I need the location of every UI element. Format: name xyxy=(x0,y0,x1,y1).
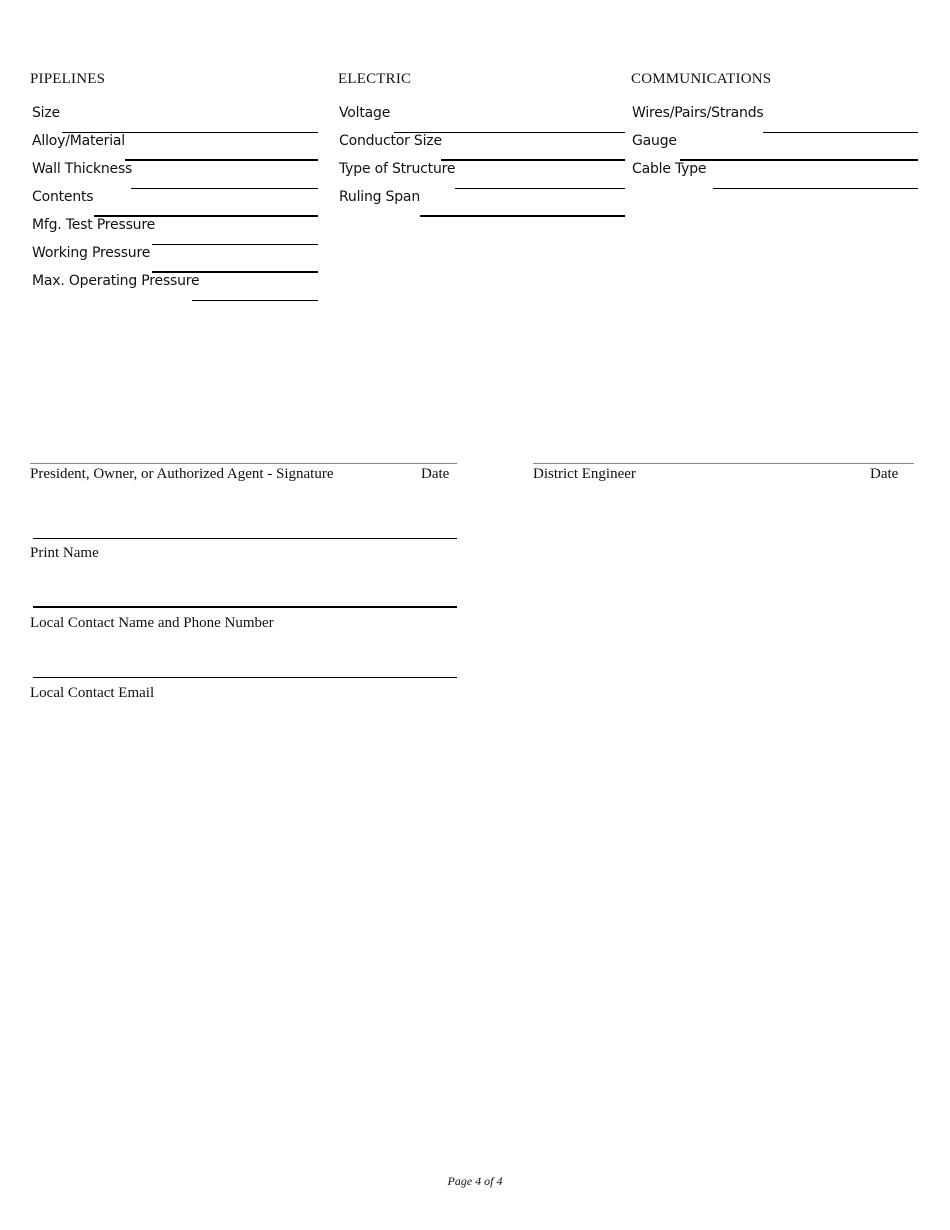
field-label: Working Pressure xyxy=(32,245,151,261)
local-contact-label: Local Contact Name and Phone Number xyxy=(30,615,274,631)
print-name-label: Print Name xyxy=(30,545,99,561)
field-label: Gauge xyxy=(632,133,677,149)
engineer-label: District Engineer xyxy=(533,466,636,482)
pipelines-field-mfg-test-pressure xyxy=(30,215,318,243)
pipelines-field-size xyxy=(30,103,318,131)
electric-field-type-of-structure xyxy=(337,159,625,187)
pipelines-field-max-operating-pressure xyxy=(30,271,318,299)
applicant-date-label: Date xyxy=(421,466,450,482)
field-label: Voltage xyxy=(339,105,391,121)
communications-heading: COMMUNICATIONS xyxy=(631,71,772,87)
communications-field-gauge xyxy=(630,131,918,159)
engineer-signature-line[interactable] xyxy=(533,463,914,464)
field-label: Type of Structure xyxy=(339,161,456,177)
pipelines-fields xyxy=(30,103,318,299)
electric-field-ruling-span xyxy=(337,187,625,215)
pipelines-field-contents xyxy=(30,187,318,215)
field-label: Mfg. Test Pressure xyxy=(32,217,155,233)
communications-fields xyxy=(630,103,918,187)
page-number: Page 4 of 4 xyxy=(447,1174,503,1188)
pipelines-field-working-pressure xyxy=(30,243,318,271)
applicant-signature-label: President, Owner, or Authorized Agent - Signature xyxy=(30,466,334,482)
electric-field-voltage xyxy=(337,103,625,131)
electric-heading: ELECTRIC xyxy=(338,71,412,87)
local-contact-email-label: Local Contact Email xyxy=(30,685,155,701)
field-label: Contents xyxy=(32,189,94,205)
communications-field-cable-type xyxy=(630,159,918,187)
field-label: Wires/Pairs/Strands xyxy=(632,105,764,121)
field-label: Ruling Span xyxy=(339,189,420,205)
pipelines-heading: PIPELINES xyxy=(30,71,106,87)
local-contact-email-line[interactable] xyxy=(33,677,457,678)
field-label: Wall Thickness xyxy=(32,161,133,177)
ruling-span-input[interactable] xyxy=(420,215,625,217)
applicant-signature-line[interactable] xyxy=(30,463,457,464)
communications-field-wires-pairs-strands xyxy=(630,103,918,131)
cable-type-input[interactable] xyxy=(713,188,918,189)
electric-field-conductor-size xyxy=(337,131,625,159)
field-label: Conductor Size xyxy=(339,133,442,149)
pipelines-field-wall-thickness xyxy=(30,159,318,187)
print-name-line[interactable] xyxy=(33,538,457,539)
max-operating-pressure-input[interactable] xyxy=(192,300,318,301)
pipelines-field-alloy-material xyxy=(30,131,318,159)
engineer-date-label: Date xyxy=(870,466,899,482)
field-label: Max. Operating Pressure xyxy=(32,273,200,289)
field-label: Cable Type xyxy=(632,161,707,177)
local-contact-line[interactable] xyxy=(33,606,457,608)
field-label: Size xyxy=(32,105,60,121)
electric-fields xyxy=(337,103,625,215)
field-label: Alloy/Material xyxy=(32,133,125,149)
